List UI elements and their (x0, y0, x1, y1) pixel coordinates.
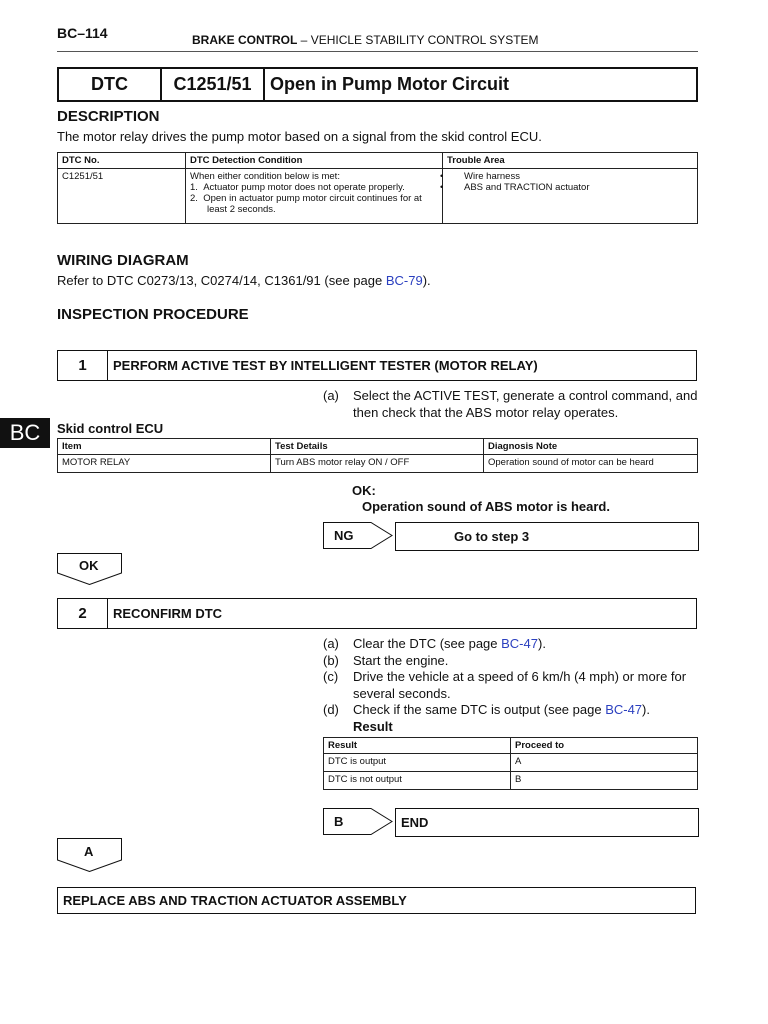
ng-arrow[interactable] (323, 522, 393, 549)
step-1-title: PERFORM ACTIVE TEST BY INTELLIGENT TESTER (MOTOR RELAY) (113, 358, 538, 373)
dtc-table-header-area: Trouble Area (443, 153, 698, 169)
step-1-number: 1 (58, 351, 108, 380)
dtc-table-cell-no: C1251/51 (58, 169, 186, 224)
dtc-table-cell-condition (186, 169, 443, 224)
a-tag-label: A (84, 844, 94, 859)
instr-text: Drive the vehicle at a speed of 6 km/h (4 mph) or more for several seconds. (353, 669, 687, 701)
step-2-instr-c (323, 669, 698, 702)
instr-label: (a) (323, 636, 339, 651)
step-2-number: 2 (58, 599, 108, 628)
step-1-instr-text: Select the ACTIVE TEST, generate a control command, and then check that the ABS motor relay operates. (353, 388, 698, 420)
condition-text: Open in actuator pump motor circuit continues for at least 2 seconds. (203, 193, 422, 215)
step-1-instr-label: (a) (323, 388, 339, 403)
description-text: The motor relay drives the pump motor based on a signal from the skid control ECU. (57, 129, 542, 144)
instr-page-link[interactable]: BC-47 (605, 702, 643, 717)
result-heading-row (323, 719, 698, 736)
active-test-header-item: Item (58, 439, 271, 455)
ok-criteria-text: Operation sound of ABS motor is heard. (362, 499, 610, 514)
active-test-header-details: Test Details (271, 439, 484, 455)
dtc-title: Open in Pump Motor Circuit (270, 74, 509, 94)
instr-label: (c) (323, 669, 339, 684)
result-cell: DTC is output (324, 754, 511, 772)
trouble-area-item: • Wire harness (447, 171, 693, 182)
ng-label: NG (334, 528, 354, 543)
ng-target-box[interactable] (395, 522, 699, 551)
result-table (323, 737, 698, 790)
b-arrow[interactable] (323, 808, 393, 835)
instr-label: (d) (323, 702, 339, 717)
header-section: BRAKE CONTROL (192, 33, 298, 47)
condition-list (190, 182, 438, 215)
step-2-instr-b (323, 653, 698, 670)
active-test-cell-item: MOTOR RELAY (58, 455, 271, 473)
condition-item (190, 182, 438, 193)
page-number: BC–114 (57, 25, 108, 41)
wiring-page-link[interactable]: BC-79 (385, 273, 423, 288)
ng-target-text: Go to step 3 (454, 529, 530, 544)
condition-num: 2. (190, 193, 198, 204)
step-2-instr-a (323, 636, 698, 653)
result-heading: Result (353, 718, 393, 734)
header-subsection: VEHICLE STABILITY CONTROL SYSTEM (310, 33, 539, 47)
result-cell: DTC is not output (324, 772, 511, 790)
inspection-heading: INSPECTION PROCEDURE (57, 306, 249, 323)
b-target-text: END (401, 815, 429, 830)
condition-text: Actuator pump motor does not operate properly. (203, 182, 405, 193)
result-header-result: Result (324, 738, 511, 754)
instr-text: Clear the DTC (see page (353, 636, 502, 651)
header-title (192, 33, 539, 47)
active-test-table (57, 438, 698, 473)
condition-item (190, 193, 438, 215)
active-test-cell-note: Operation sound of motor can be heard (484, 455, 698, 473)
active-test-cell-details: Turn ABS motor relay ON / OFF (271, 455, 484, 473)
active-test-table-caption: Skid control ECU (57, 421, 164, 436)
step-2-title: RECONFIRM DTC (113, 606, 223, 621)
dtc-table-header-condition: DTC Detection Condition (186, 153, 443, 169)
ok-tag-label: OK (79, 558, 99, 573)
wiring-text-after: ). (422, 273, 431, 288)
header-rule (57, 51, 698, 52)
b-label: B (334, 814, 344, 829)
dtc-table (57, 152, 698, 224)
result-header-proceed: Proceed to (511, 738, 698, 754)
dtc-title-box (57, 67, 698, 102)
result-cell: B (511, 772, 698, 790)
instr-text: Start the engine. (353, 652, 449, 668)
ok-tag (57, 553, 122, 585)
condition-intro: When either condition below is met: (190, 171, 340, 182)
instr-text-after: ). (642, 702, 650, 717)
wiring-text (57, 273, 431, 288)
header-separator: – (300, 33, 308, 47)
step-1-instruction (323, 388, 698, 421)
active-test-header-note: Diagnosis Note (484, 439, 698, 455)
instr-page-link[interactable]: BC-47 (501, 636, 538, 651)
side-tab-bc: BC (0, 418, 50, 448)
description-heading: DESCRIPTION (57, 108, 160, 125)
dtc-label: DTC (59, 69, 162, 100)
a-tag (57, 838, 122, 872)
final-step-box: REPLACE ABS AND TRACTION ACTUATOR ASSEMBLY (57, 887, 696, 914)
instr-label: (b) (323, 652, 339, 668)
result-cell: A (511, 754, 698, 772)
condition-num: 1. (190, 182, 198, 193)
ok-label: OK: (352, 483, 376, 498)
step-1-box (57, 350, 697, 381)
trouble-area-item: • ABS and TRACTION actuator (447, 182, 693, 193)
wiring-heading: WIRING DIAGRAM (57, 252, 189, 269)
dtc-code: C1251/51 (162, 69, 265, 100)
dtc-table-header-no: DTC No. (58, 153, 186, 169)
b-target-box[interactable] (395, 808, 699, 837)
trouble-area-list (447, 171, 693, 193)
step-2-box (57, 598, 697, 629)
instr-text: Check if the same DTC is output (see page (353, 702, 606, 717)
step-2-instructions (323, 636, 698, 735)
instr-text-after: ). (537, 636, 546, 651)
step-2-instr-d (323, 702, 698, 719)
dtc-table-cell-area (443, 169, 698, 224)
wiring-text-before: Refer to DTC C0273/13, C0274/14, C1361/91 (see page (57, 273, 386, 288)
